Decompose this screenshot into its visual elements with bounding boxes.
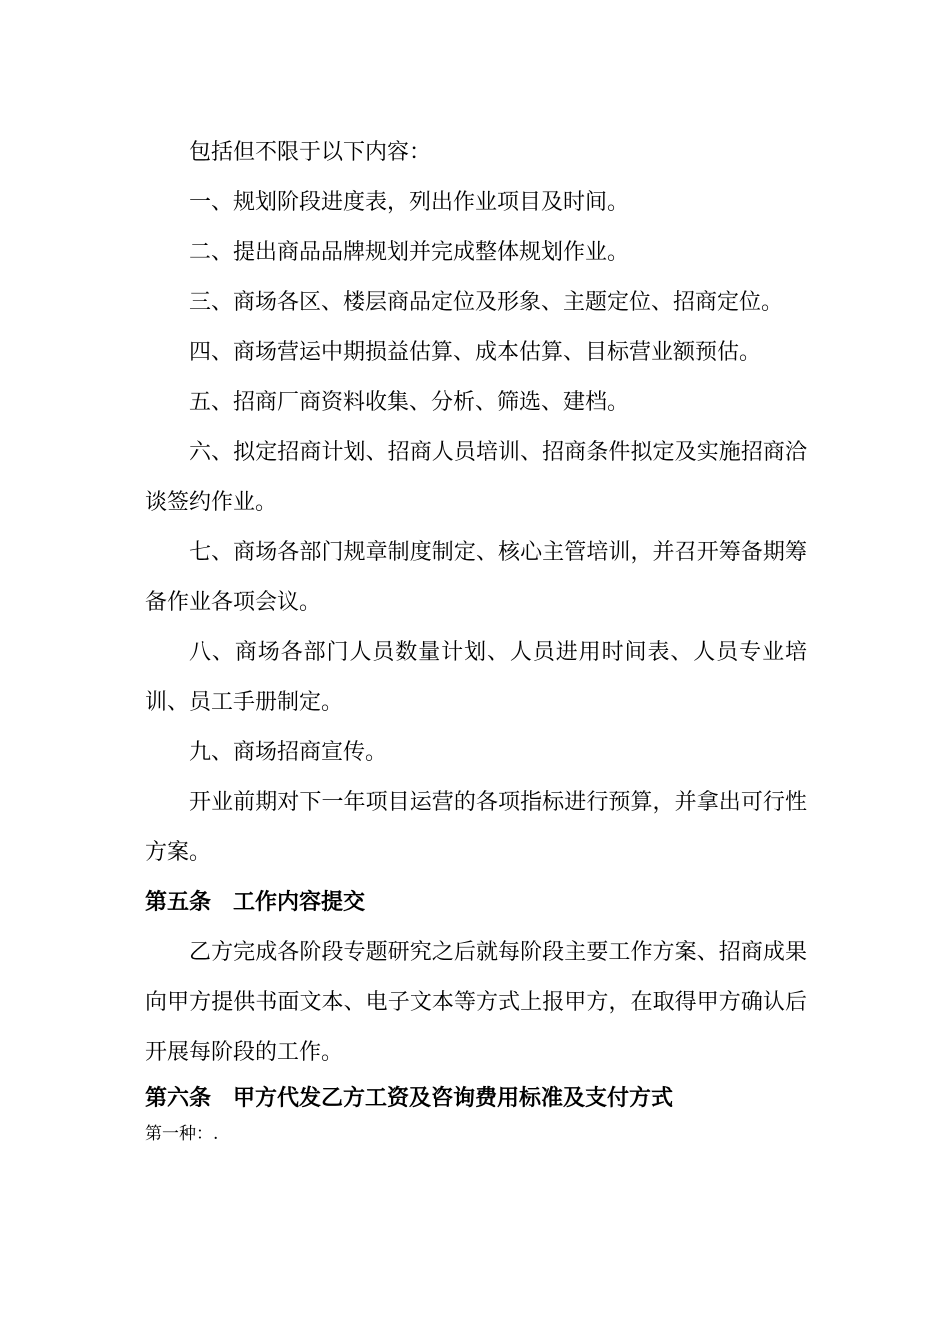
pre-opening-paragraph: 开业前期对下一年项目运营的各项指标进行预算，并拿出可行性方案。 <box>145 790 807 865</box>
list-item-7: 七、商场各部门规章制度制定、核心主管培训，并召开筹备期筹备作业各项会议。 <box>145 540 807 615</box>
article-6-first-item: 第一种：. <box>145 1124 219 1144</box>
list-item-5: 五、招商厂商资料收集、分析、筛选、建档。 <box>189 390 630 415</box>
list-item-6: 六、拟定招商计划、招商人员培训、招商条件拟定及实施招商洽谈签约作业。 <box>145 440 807 515</box>
intro-paragraph: 包括但不限于以下内容： <box>189 140 432 165</box>
article-6-heading: 第六条 甲方代发乙方工资及咨询费用标准及支付方式 <box>145 1086 674 1111</box>
list-item-1: 一、规划阶段进度表，列出作业项目及时间。 <box>189 190 630 215</box>
list-item-8: 八、商场各部门人员数量计划、人员进用时间表、人员专业培训、员工手册制定。 <box>145 640 807 715</box>
list-item-4: 四、商场营运中期损益估算、成本估算、目标营业额预估。 <box>189 340 762 365</box>
article-5-body: 乙方完成各阶段专题研究之后就每阶段主要工作方案、招商成果向甲方提供书面文本、电子文本等方式上报甲方，在取得甲方确认后开展每阶段的工作。 <box>145 940 807 1065</box>
list-item-2: 二、提出商品品牌规划并完成整体规划作业。 <box>189 240 630 265</box>
list-item-9: 九、商场招商宣传。 <box>189 740 388 765</box>
article-5-heading: 第五条 工作内容提交 <box>145 890 366 915</box>
document-body <box>145 128 807 1148</box>
list-item-3: 三、商场各区、楼层商品定位及形象、主题定位、招商定位。 <box>189 290 784 315</box>
